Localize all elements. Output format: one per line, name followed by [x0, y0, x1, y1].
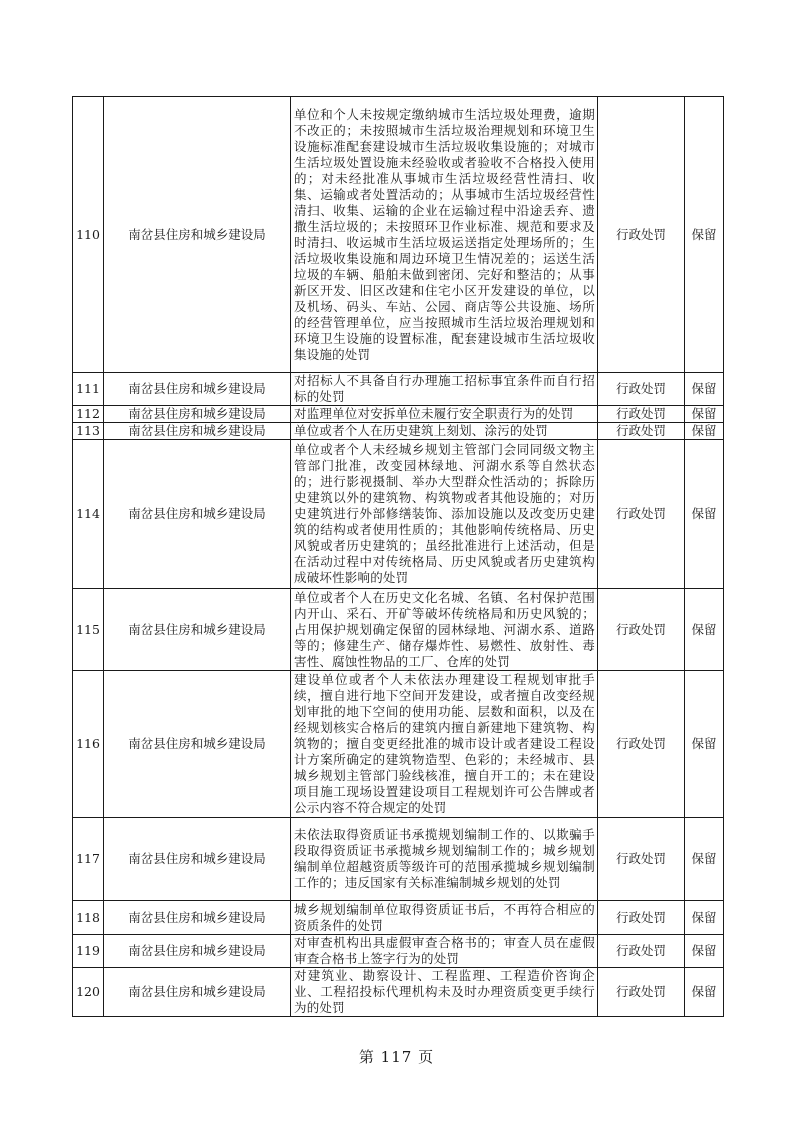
table-row — [73, 97, 724, 373]
power-item: 对招标人不具备自行办理施工招标事宜条件而自行招标的处罚 — [291, 373, 598, 406]
status: 保留 — [685, 901, 724, 935]
status: 保留 — [685, 589, 724, 671]
table-row — [73, 901, 724, 935]
power-item: 未依法取得资质证书承揽规划编制工作的、以欺骗手段取得资质证书承揽城乡规划编制工作的；城乡规划编制单位超越资质等级许可的范围承揽城乡规划编制工作的；违反国家有关标准编制城乡规划的处罚 — [291, 818, 598, 901]
table-row — [73, 818, 724, 901]
status: 保留 — [685, 97, 724, 373]
status: 保留 — [685, 440, 724, 589]
department: 南岔县住房和城乡建设局 — [104, 423, 291, 440]
table-row — [73, 589, 724, 671]
row-number: 120 — [73, 968, 104, 1017]
department: 南岔县住房和城乡建设局 — [104, 968, 291, 1017]
power-type: 行政处罚 — [598, 589, 685, 671]
power-item: 单位或者个人未经城乡规划主管部门会同同级文物主管部门批准，改变园林绿地、河湖水系等自然状态的；进行影视摄制、举办大型群众性活动的；拆除历史建筑以外的建筑物、构筑物或者其他设施的；对历史建筑进行外部修缮装饰、添加设施以及改变历史建筑的结构或者使用性质的；其他影响传统格局、历史风貌或者历史建筑的；虽经批准进行上述活动，但是在活动过程中对传统格局、历史风貌或者历史建筑构成破坏性影响的处罚 — [291, 440, 598, 589]
department: 南岔县住房和城乡建设局 — [104, 373, 291, 406]
power-type: 行政处罚 — [598, 406, 685, 423]
power-item: 城乡规划编制单位取得资质证书后，不再符合相应的资质条件的处罚 — [291, 901, 598, 935]
power-item: 建设单位或者个人未依法办理建设工程规划审批手续，擅自进行地下空间开发建设，或者擅自改变经规划审批的地下空间的使用功能、层数和面积，以及在经规划核实合格后的建筑内擅自新建地下建筑物、构筑物的；擅自变更经批准的城市设计或者建设工程设计方案所确定的建筑物造型、色彩的；未经城市、县城乡规划主管部门验线核准，擅自开工的；未在建设项目施工现场设置建设项目工程规划许可公告牌或者公示内容不符合规定的处罚 — [291, 671, 598, 818]
table-row — [73, 373, 724, 406]
department: 南岔县住房和城乡建设局 — [104, 97, 291, 373]
power-item: 对建筑业、勘察设计、工程监理、工程造价咨询企业、工程招投标代理机构未及时办理资质变更手续行为的处罚 — [291, 968, 598, 1017]
table-row — [73, 423, 724, 440]
power-item: 对审查机构出具虚假审查合格书的；审查人员在虚假审查合格书上签字行为的处罚 — [291, 935, 598, 968]
row-number: 116 — [73, 671, 104, 818]
status: 保留 — [685, 406, 724, 423]
power-item: 对监理单位对安拆单位未履行安全职责行为的处罚 — [291, 406, 598, 423]
power-item: 单位或者个人在历史文化名城、名镇、名村保护范围内开山、采石、开矿等破坏传统格局和历史风貌的；占用保护规划确定保留的园林绿地、河湖水系、道路等的；修建生产、储存爆炸性、易燃性、放射性、毒害性、腐蚀性物品的工厂、仓库的处罚 — [291, 589, 598, 671]
power-type: 行政处罚 — [598, 97, 685, 373]
power-type: 行政处罚 — [598, 373, 685, 406]
department: 南岔县住房和城乡建设局 — [104, 901, 291, 935]
row-number: 118 — [73, 901, 104, 935]
table-row — [73, 440, 724, 589]
row-number: 114 — [73, 440, 104, 589]
status: 保留 — [685, 818, 724, 901]
status: 保留 — [685, 968, 724, 1017]
department: 南岔县住房和城乡建设局 — [104, 818, 291, 901]
row-number: 113 — [73, 423, 104, 440]
power-list-table — [72, 96, 724, 1017]
table-row — [73, 406, 724, 423]
department: 南岔县住房和城乡建设局 — [104, 589, 291, 671]
department: 南岔县住房和城乡建设局 — [104, 406, 291, 423]
power-type: 行政处罚 — [598, 671, 685, 818]
row-number: 110 — [73, 97, 104, 373]
row-number: 115 — [73, 589, 104, 671]
power-type: 行政处罚 — [598, 901, 685, 935]
row-number: 111 — [73, 373, 104, 406]
table-row — [73, 935, 724, 968]
department: 南岔县住房和城乡建设局 — [104, 671, 291, 818]
status: 保留 — [685, 935, 724, 968]
status: 保留 — [685, 423, 724, 440]
power-item: 单位和个人未按规定缴纳城市生活垃圾处理费，逾期不改正的；未按照城市生活垃圾治理规划和环境卫生设施标准配套建设城市生活垃圾收集设施的；对城市生活垃圾处置设施未经验收或者验收不合格投入使用的；对未经批准从事城市生活垃圾经营性清扫、收集、运输或者处置活动的；从事城市生活垃圾经营性清扫、收集、运输的企业在运输过程中沿途丢弃、遗撒生活垃圾的；未按照环卫作业标准、规范和要求及时清扫、收运城市生活垃圾运送指定处理场所的；生活垃圾收集设施和周边环境卫生情况差的；运送生活垃圾的车辆、船舶未做到密闭、完好和整洁的；从事新区开发、旧区改建和住宅小区开发建设的单位，以及机场、码头、车站、公园、商店等公共设施、场所的经营管理单位，应当按照城市生活垃圾治理规划和环境卫生设施的设置标准，配套建设城市生活垃圾收集设施的处罚 — [291, 97, 598, 373]
department: 南岔县住房和城乡建设局 — [104, 935, 291, 968]
table-row — [73, 671, 724, 818]
power-type: 行政处罚 — [598, 440, 685, 589]
page-number: 第 117 页 — [358, 1048, 435, 1066]
department: 南岔县住房和城乡建设局 — [104, 440, 291, 589]
row-number: 117 — [73, 818, 104, 901]
power-type: 行政处罚 — [598, 935, 685, 968]
power-type: 行政处罚 — [598, 968, 685, 1017]
row-number: 119 — [73, 935, 104, 968]
power-type: 行政处罚 — [598, 818, 685, 901]
status: 保留 — [685, 671, 724, 818]
status: 保留 — [685, 373, 724, 406]
power-type: 行政处罚 — [598, 423, 685, 440]
table-row — [73, 968, 724, 1017]
row-number: 112 — [73, 406, 104, 423]
power-item: 单位或者个人在历史建筑上刻划、涂污的处罚 — [291, 423, 598, 440]
